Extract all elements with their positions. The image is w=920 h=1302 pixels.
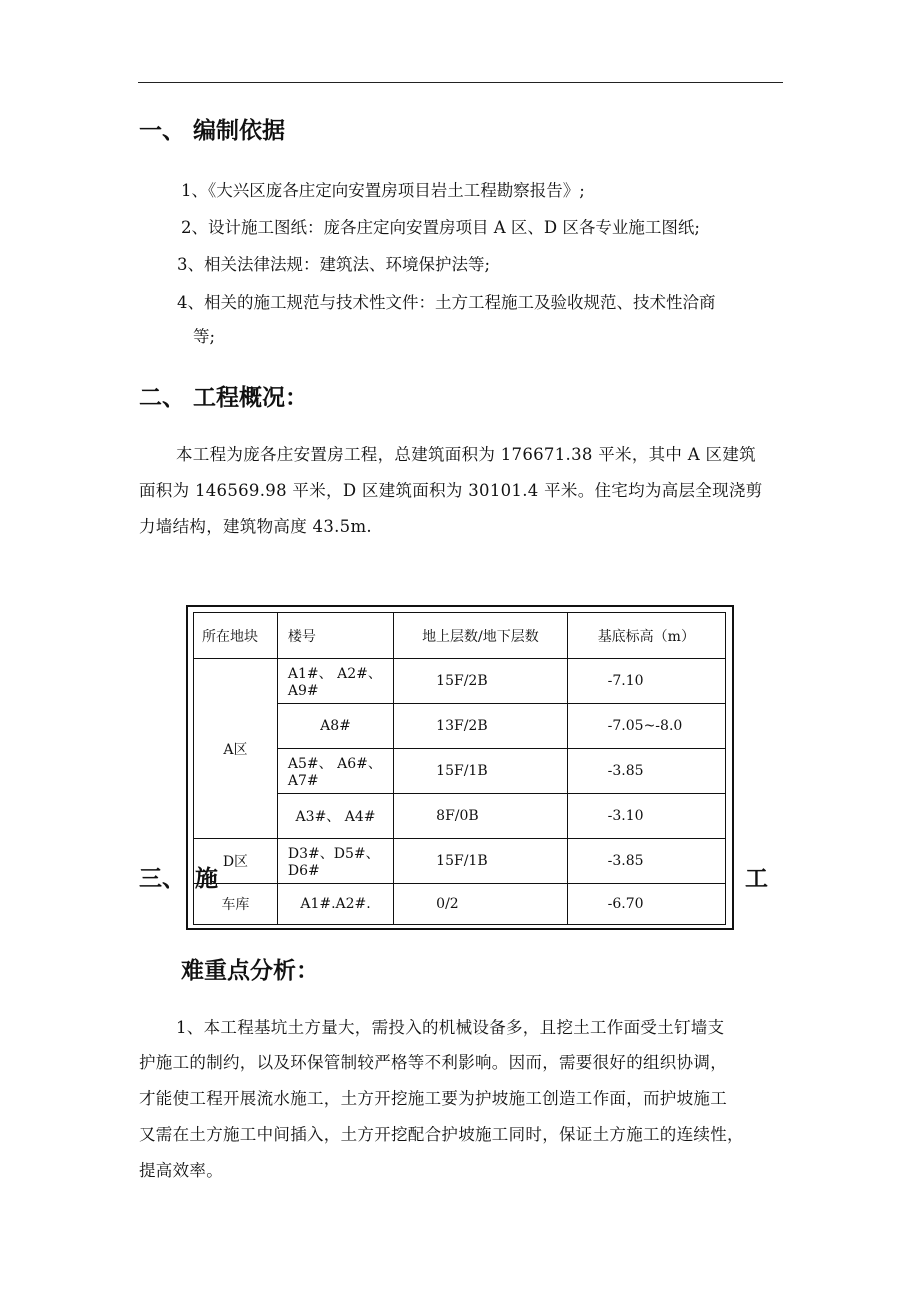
table-header-row [194,613,726,659]
elevation-cell: -7.05~-8.0 [567,704,725,749]
table-row [194,659,726,704]
table-row [194,884,726,925]
elevation-cell: -3.85 [567,749,725,794]
building-cell: A5#、 A6#、 A7# [277,749,393,794]
difficulty-line-4: 又需在土方施工中间插入，土方开挖配合护坡施工同时，保证土方施工的连续性， [139,1125,744,1144]
section1-item-2: 2、设计施工图纸：庞各庄定向安置房项目 A 区、D 区各专业施工图纸; [181,218,700,237]
floors-cell: 8F/0B [394,794,568,839]
difficulty-line-2: 护施工的制约，以及环保管制较严格等不利影响。因而，需要很好的组织协调， [139,1053,727,1072]
building-table [193,612,726,925]
header-floors: 地上层数/地下层数 [394,613,568,659]
building-cell: A1#.A2#. [277,884,393,925]
difficulty-line-3: 才能使工程开展流水施工，土方开挖施工要为护坡施工创造工作面，而护坡施工 [139,1089,727,1108]
area-cell: 车库 [194,884,278,925]
section3-title-rest: 难重点分析： [181,958,319,984]
header-area: 所在地块 [194,613,278,659]
area-cell: A区 [194,659,278,839]
table-row [194,839,726,884]
overview-line-3: 力墙结构，建筑物高度 43.5m. [139,517,372,536]
section1-item-1: 1、《大兴区庞各庄定向安置房项目岩土工程勘察报告》; [181,181,585,200]
floors-cell: 0/2 [394,884,568,925]
building-cell: A8# [277,704,393,749]
elevation-cell: -3.10 [567,794,725,839]
floors-cell: 13F/2B [394,704,568,749]
building-cell: A3#、 A4# [277,794,393,839]
area-cell: D区 [194,839,278,884]
section3-prefix: 三、 [139,866,185,892]
section3-char-1: 施 [195,866,218,892]
overview-line-2: 面积为 146569.98 平米，D 区建筑面积为 30101.4 平米。住宅均为高层全现浇剪 [139,481,763,500]
elevation-cell: -7.10 [567,659,725,704]
section1-item-3: 3、相关法律法规：建筑法、环境保护法等; [177,255,491,274]
section1-title: 一、 编制依据 [139,118,286,144]
elevation-cell: -3.85 [567,839,725,884]
elevation-cell: -6.70 [567,884,725,925]
building-cell: A1#、 A2#、 A9# [277,659,393,704]
header-elevation: 基底标高（m） [567,613,725,659]
section3-char-2: 工 [745,866,768,892]
floors-cell: 15F/1B [394,749,568,794]
building-cell: D3#、D5#、 D6# [277,839,393,884]
floors-cell: 15F/1B [394,839,568,884]
overview-line-1: 本工程为庞各庄安置房工程，总建筑面积为 176671.38 平米，其中 A 区建筑 [176,445,756,464]
building-table-frame [186,605,734,930]
header-rule [138,82,783,83]
header-building: 楼号 [277,613,393,659]
floors-cell: 15F/2B [394,659,568,704]
section1-item-4: 4、相关的施工规范与技术性文件：土方工程施工及验收规范、技术性洽商 [177,293,716,312]
difficulty-line-1: 1、本工程基坑土方量大，需投入的机械设备多，且挖土工作面受土钉墙支 [176,1018,725,1037]
section2-title: 二、 工程概况： [139,385,309,411]
difficulty-line-5: 提高效率。 [139,1161,223,1180]
section1-item-4-cont: 等; [193,327,216,346]
